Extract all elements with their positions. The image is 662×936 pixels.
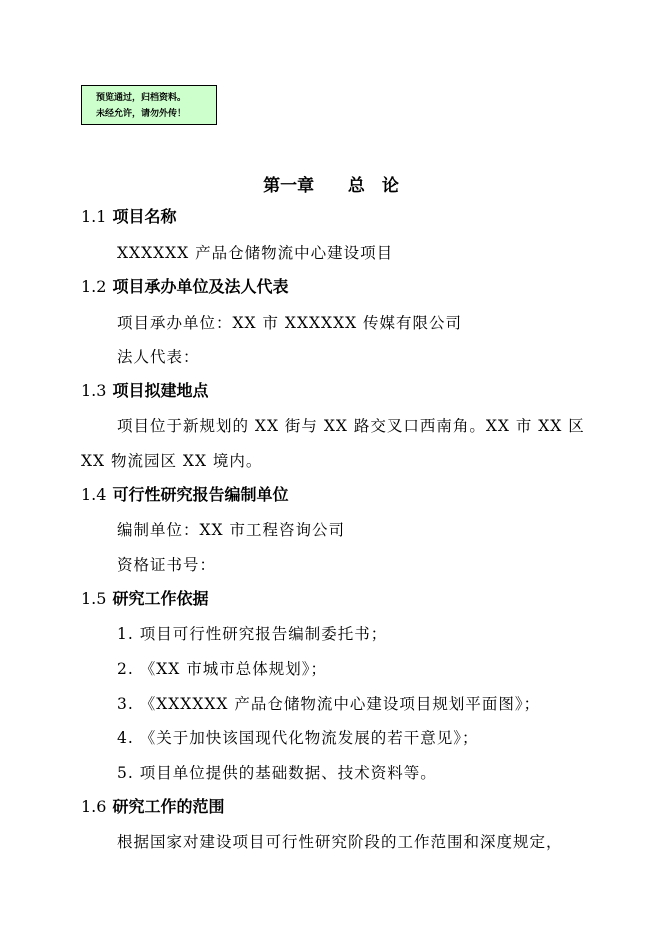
section-title: 研究工作的范围 [112, 797, 225, 816]
section-heading-1-1 [81, 207, 176, 227]
notice-line-1: 预览通过，归档资料。 [96, 93, 187, 103]
section-title: 项目承办单位及法人代表 [112, 277, 289, 296]
section-heading-1-2 [81, 277, 288, 297]
section-title: 可行性研究报告编制单位 [112, 485, 289, 504]
section-title: 项目拟建地点 [112, 381, 209, 400]
section-number: 1.6 [81, 797, 107, 816]
location-text-line-2: XX 物流园区 XX 境内。 [81, 452, 263, 470]
project-name-text: XXXXXX 产品仓储物流中心建设项目 [117, 244, 394, 262]
compiler-text: 编制单位：XX 市工程咨询公司 [117, 521, 345, 539]
undertaker-text: 项目承办单位：XX 市 XXXXXX 传媒有限公司 [117, 314, 463, 332]
section-heading-1-6 [81, 797, 224, 817]
basis-item-1: 1. 项目可行性研究报告编制委托书； [117, 625, 388, 643]
basis-item-3: 3. 《XXXXXX 产品仓储物流中心建设项目规划平面图》； [117, 695, 541, 713]
chapter-name: 总 论 [347, 176, 399, 196]
section-heading-1-5 [81, 589, 208, 609]
section-number: 1.2 [81, 277, 107, 296]
basis-item-4: 4. 《关于加快该国现代化物流发展的若干意见》； [117, 729, 479, 747]
notice-line-2: 未经允许，请勿外传！ [96, 109, 187, 119]
basis-item-2: 2. 《XX 市城市总体规划》； [117, 660, 327, 678]
chapter-title [0, 171, 662, 196]
chapter-number: 第一章 [263, 176, 315, 196]
confidentiality-notice [81, 85, 217, 125]
legal-rep-text: 法人代表： [117, 348, 200, 366]
section-number: 1.4 [81, 485, 107, 504]
location-text-line-1: 项目位于新规划的 XX 街与 XX 路交叉口西南角。XX 市 XX 区 [117, 417, 585, 435]
section-number: 1.5 [81, 589, 107, 608]
section-number: 1.3 [81, 381, 107, 400]
scope-text-line-1: 根据国家对建设项目可行性研究阶段的工作范围和深度规定， [117, 833, 563, 851]
section-heading-1-4 [81, 485, 288, 505]
section-title: 研究工作依据 [112, 589, 209, 608]
section-title: 项目名称 [112, 207, 177, 226]
section-heading-1-3 [81, 381, 208, 401]
section-number: 1.1 [81, 207, 107, 226]
basis-item-5: 5. 项目单位提供的基础数据、技术资料等。 [117, 764, 437, 782]
certificate-text: 资格证书号： [117, 556, 217, 574]
